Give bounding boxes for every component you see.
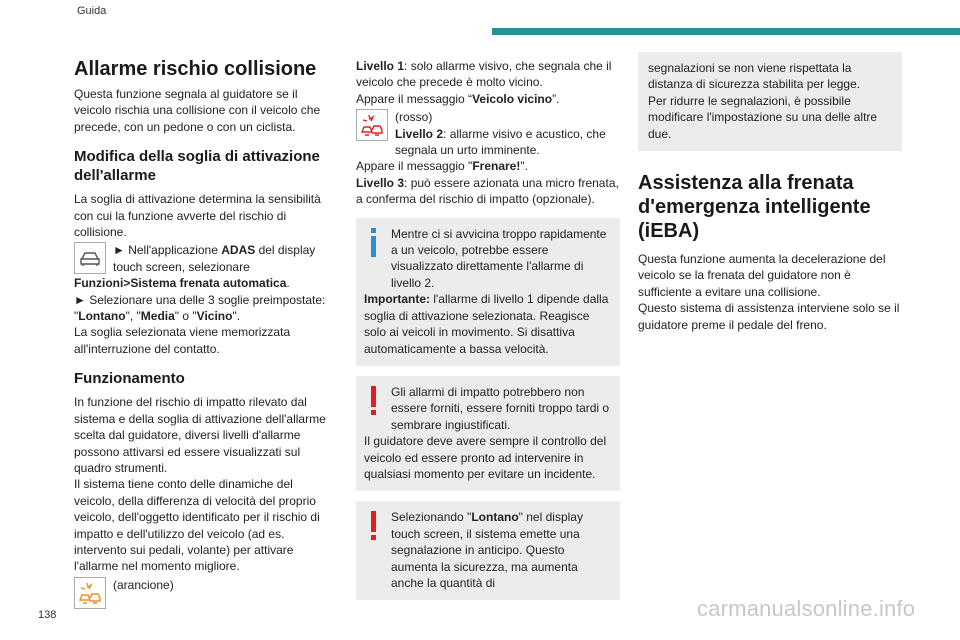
header-accent-bar bbox=[492, 28, 960, 35]
step-1-line-b: Funzioni>Sistema frenata automatica. bbox=[74, 276, 290, 291]
step-2: ► Selezionare una delle 3 soglie preimpostate: "Lontano", "Media" o "Vicino". bbox=[74, 292, 326, 324]
intro-text: Questa funzione segnala al guidatore se il veicolo rischia una collisione con il veicolo che precede, con un pedone o con un ciclista. bbox=[74, 87, 321, 134]
ieba-title: Assistenza alla frenata d'emergenza intelligente (iEBA) bbox=[638, 172, 871, 243]
warning-icon bbox=[368, 511, 380, 541]
info-note-text-b: Importante: l'allarme di livello 1 dipende dalla soglia di attivazione selezionata. Reagisce solo ai veicoli in movimento. Si disattiva automaticamente a bassa velocità. bbox=[364, 292, 609, 356]
threshold-heading: Modifica della soglia di attivazione dell'allarme bbox=[74, 148, 320, 185]
warning-note-2 bbox=[356, 501, 620, 600]
column-2 bbox=[356, 58, 620, 600]
warning-2-text: Selezionando "Lontano" nel display touch screen, il sistema emette una segnalazione in anticipo. Questo aumenta la sicurezza, ma aumenta anche la quantità di bbox=[391, 510, 583, 590]
step-1-line-a: ► Nell'applicazione ADAS del display touch screen, selezionare bbox=[113, 243, 316, 274]
collision-alert-red-icon bbox=[356, 109, 388, 141]
orange-alert-row bbox=[74, 577, 329, 609]
level-2-text-a: Livello 2: allarme visivo e acustico, che segnala un urto imminente. bbox=[395, 126, 606, 158]
page-number: 138 bbox=[38, 609, 57, 621]
section-title: Allarme rischio collisione bbox=[74, 58, 317, 80]
operation-text-2: Il sistema tiene conto delle dinamiche del veicolo, della differenza di velocità del proprio veicolo, dell'oggetto identificato per il rischio di impatto e dell'utilizzo del veicolo (ad es. intervento sui pedali, volante) per attivare l'allarme nel momento migliore. bbox=[74, 477, 320, 574]
message-1: Appare il messaggio “Veicolo vicino”. bbox=[356, 91, 560, 106]
info-note-text-a: Mentre ci si avvicina troppo rapidamente a un veicolo, potrebbe essere visualizzato direttamente l'allarme di livello 2. bbox=[391, 226, 607, 290]
message-2: Appare il messaggio "Frenare!". bbox=[356, 159, 528, 174]
warning-1-text-b: Il guidatore deve avere sempre il controllo del veicolo ed essere pronto ad intervenire in qualsiasi momento per evitare un incidente. bbox=[364, 434, 607, 481]
memo-text: La soglia selezionata viene memorizzata all'interruzione del contatto. bbox=[74, 325, 291, 356]
red-alert-row bbox=[356, 109, 620, 158]
car-front-icon bbox=[74, 242, 106, 274]
ieba-text-1: Questa funzione aumenta la decelerazione del veicolo se la frenata del guidatore non è sufficiente a evitare una collisione. bbox=[638, 252, 886, 299]
warning-1-text-a: Gli allarmi di impatto potrebbero non essere forniti, essere forniti troppo tardi o sembrare ingiustificati. bbox=[391, 384, 610, 432]
watermark: carmanualsonline.info bbox=[697, 596, 916, 621]
level-1-text: Livello 1: solo allarme visivo, che segnala che il veicolo che precede è molto vicino. bbox=[356, 59, 612, 90]
header-section-label: Guida bbox=[77, 5, 107, 17]
level-3-text: Livello 3: può essere azionata una micro frenata, a conferma del rischio di impatto (opzionale). bbox=[356, 175, 619, 207]
collision-alert-orange-icon bbox=[74, 577, 106, 609]
continued-text-b: Per ridurre le segnalazioni, è possibile modificare l'impostazione su una delle altre due. bbox=[648, 93, 878, 141]
touchscreen-instruction bbox=[74, 242, 329, 275]
column-3 bbox=[638, 52, 902, 333]
orange-label: (arancione) bbox=[113, 577, 174, 592]
info-note bbox=[356, 218, 620, 366]
column-1 bbox=[74, 52, 329, 609]
ieba-text-2: Questo sistema di assistenza interviene solo se il guidatore preme il pedale del freno. bbox=[638, 301, 900, 332]
operation-heading: Funzionamento bbox=[74, 370, 185, 388]
warning-note-continued bbox=[638, 52, 902, 151]
warning-icon bbox=[368, 386, 380, 416]
info-icon bbox=[368, 228, 380, 258]
operation-text-1: In funzione del rischio di impatto rilevato dal sistema e della soglia di attivazione dell'allarme scelta dal guidatore, diversi livelli d'allarme possono attivarsi ed essere visualizzati sul quadro strumenti. bbox=[74, 395, 326, 475]
continued-text-a: segnalazioni se non viene rispettata la distanza di sicurezza stabilita per legge. bbox=[648, 61, 861, 92]
warning-note-1 bbox=[356, 376, 620, 491]
red-label: (rosso) bbox=[395, 110, 433, 125]
threshold-text: La soglia di attivazione determina la sensibilità con cui la funzione avverte del rischio di collisione. bbox=[74, 192, 321, 240]
